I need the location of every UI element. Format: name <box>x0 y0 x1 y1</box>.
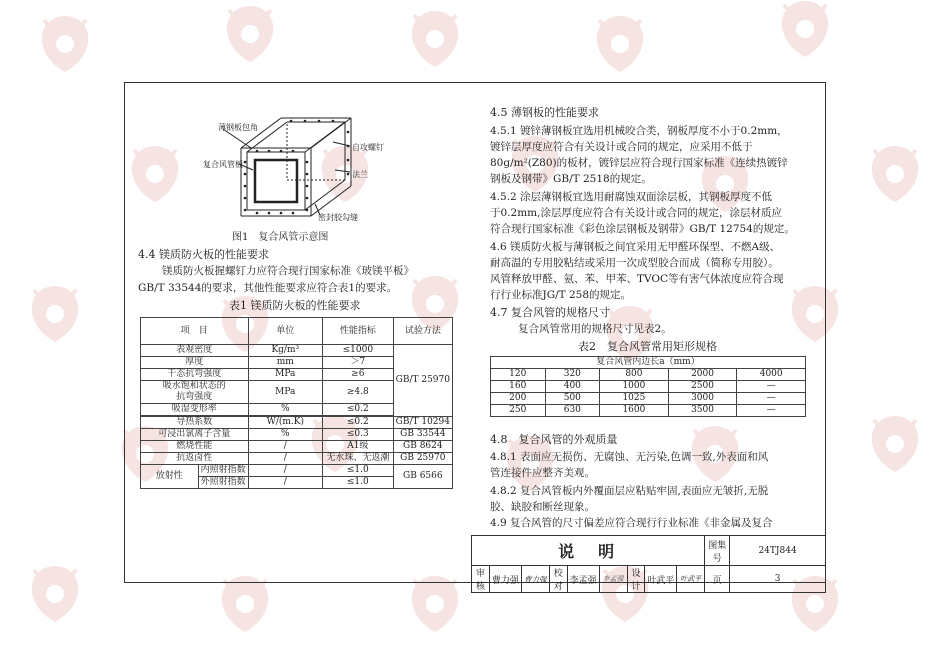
table1-header: 性能指标 <box>322 318 393 345</box>
table1-cell: 放射性 <box>141 465 199 489</box>
table1-cell: A1级 <box>322 441 393 453</box>
reviewer-signature: 曹力强 <box>521 566 549 593</box>
section-4-8-1: 管连接件应整齐美观。 <box>490 467 595 479</box>
section-4-5-2: 4.5.2 涂层薄钢板宜选用耐腐蚀双面涂层板，其钢板厚度不低 <box>490 191 773 203</box>
table2-cell: 1025 <box>600 393 669 405</box>
figure-caption: 图1 复合风管示意图 <box>232 232 329 243</box>
table1-cell: ≤1.0 <box>322 477 393 489</box>
table2-cell: 500 <box>545 393 600 405</box>
table1-cell: 可浸出氯离子含量 <box>141 429 249 441</box>
table1-cell: 厚度 <box>141 357 249 369</box>
section-4-4-para: GB/T 33544的要求，其他性能要求应符合表1的要求。 <box>138 282 398 294</box>
table1-cell: % <box>248 404 322 416</box>
table1-title: 表1 镁质防火板的性能要求 <box>229 299 361 312</box>
table2-cell: — <box>737 405 806 417</box>
table2-title: 表2 复合风管常用矩形规格 <box>578 340 717 353</box>
section-4-6: 4.6 镁质防火板与薄钢板之间宜采用无甲醛环保型、不燃A级、 <box>490 241 781 253</box>
table1-cell: % <box>248 429 322 441</box>
table2-cell: 250 <box>491 405 546 417</box>
figure-label-flange: 法兰 <box>352 170 368 179</box>
design-label: 设计 <box>627 566 645 593</box>
table2-cell: 200 <box>491 393 546 405</box>
section-4-5-2: 符合现行国家标准《彩色涂层钢板及钢带》GB/T 12754的规定。 <box>490 223 795 235</box>
section-4-9: 4.9 复合风管的尺寸偏差应符合现行行业标准《非金属及复合 <box>490 517 773 529</box>
section-4-5-title: 4.5 薄钢板的性能要求 <box>490 106 599 119</box>
table1-cell: 抗返卤性 <box>141 453 249 465</box>
table1-cell: ≤1000 <box>322 345 393 357</box>
table2-cell: — <box>737 381 806 393</box>
table2-cell: 800 <box>600 369 669 381</box>
table1-cell: ≤0.2 <box>322 417 393 429</box>
check-label: 校对 <box>549 566 567 593</box>
table1-header: 单位 <box>248 318 322 345</box>
table2-header: 复合风管内边长a（mm） <box>491 357 806 369</box>
figure-label-steel-corner: 薄钢板包角 <box>218 123 258 132</box>
figure-label-screw: 自攻螺钉 <box>352 143 384 152</box>
section-4-7-title: 4.7 复合风管的规格尺寸 <box>490 306 610 319</box>
section-4-5-1: 钢板及钢带》GB/T 2518的规定。 <box>490 173 652 185</box>
section-4-5-1: 4.5.1 镀锌薄钢板宜选用机械咬合类，钢板厚度不小于0.2mm， <box>490 125 788 137</box>
table2-cell: 3500 <box>668 405 737 417</box>
table1-cell: 内照射指数 <box>198 465 248 477</box>
table2-cell: 1000 <box>600 381 669 393</box>
table2-cell: — <box>737 393 806 405</box>
table1-cell: / <box>248 477 322 489</box>
designer-signature: 叶武平 <box>677 566 705 593</box>
table2-cell: 120 <box>491 369 546 381</box>
table2-cell: 2000 <box>668 369 737 381</box>
table1-cell: 干态抗弯强度 <box>141 369 249 381</box>
section-4-4-para: 镁质防火板握螺钉力应符合现行国家标准《玻镁平板》 <box>162 265 414 277</box>
table1-cell: ≤0.2 <box>322 404 393 416</box>
watermark-logo <box>770 0 840 65</box>
watermark-logo <box>30 10 100 80</box>
table2-cell: 3000 <box>668 393 737 405</box>
table2-cell: 630 <box>545 405 600 417</box>
figure-label-composite-board: 复合风管板 <box>203 160 243 169</box>
table1-cell: 吸水饱和状态的抗弯强度 <box>141 381 249 404</box>
watermark-logo <box>215 0 285 70</box>
checker-signature: 李孟强 <box>599 566 627 593</box>
table1-cell: ＞7 <box>322 357 393 369</box>
section-4-8-1: 4.8.1 表面应无损伤、无腐蚀、无污染,色调一致,外表面和风 <box>490 451 769 463</box>
table2 <box>490 356 806 417</box>
table1-cell: 吸湿变形率 <box>141 404 249 416</box>
watermark-logo <box>20 560 90 630</box>
table1-cell: GB 33544 <box>393 429 452 441</box>
table1-cell: MPa <box>248 381 322 404</box>
section-4-7-para: 复合风管常用的规格尺寸见表2。 <box>518 323 672 335</box>
section-4-8-title: 4.8 复合风管的外观质量 <box>490 433 618 446</box>
section-4-6: 行行业标准JG/T 258的规定。 <box>490 289 632 301</box>
table1-cell: 燃烧性能 <box>141 441 249 453</box>
table1-cell: / <box>248 465 322 477</box>
table1-cell: ≤0.3 <box>322 429 393 441</box>
table1-cell: GB 6566 <box>393 465 452 489</box>
section-4-5-1: 80g/m²(Z80)的板材，镀锌层应符合现行国家标准《连续热镀锌 <box>490 157 788 169</box>
table1-cell: / <box>248 441 322 453</box>
designer-name: 叶武平 <box>645 566 677 593</box>
table1-cell: ≥6 <box>322 369 393 381</box>
watermark-logo <box>585 10 655 80</box>
page-label: 页 <box>705 566 730 593</box>
table1-cell: 外照射指数 <box>198 477 248 489</box>
table1-cell: Kg/m³ <box>248 345 322 357</box>
table2-cell: 400 <box>545 381 600 393</box>
table1-cell: 导热系数 <box>141 417 249 429</box>
checker-name: 李孟强 <box>567 566 599 593</box>
table1-cell: GB/T 10294 <box>393 417 452 429</box>
figure-label-sealant: 密封胶勾缝 <box>318 213 358 222</box>
table1-cell: / <box>248 453 322 465</box>
table1-header: 试验方法 <box>393 318 452 345</box>
table1-cell: ≥4.8 <box>322 381 393 404</box>
table1-cell: GB 25970 <box>393 453 452 465</box>
table2-cell: 160 <box>491 381 546 393</box>
watermark-logo <box>400 5 470 75</box>
title-block <box>471 535 826 593</box>
page-number: 3 <box>730 566 826 593</box>
section-4-4-title: 4.4 镁质防火板的性能要求 <box>138 248 269 261</box>
table2-cell: 1600 <box>600 405 669 417</box>
table2-cell: 2500 <box>668 381 737 393</box>
section-4-6: 风管释放甲醛、氨、苯、甲苯、TVOC等有害气体浓度应符合现 <box>490 273 784 285</box>
watermark-logo <box>860 140 930 210</box>
section-4-6: 耐高温的专用胶粘结或采用一次成型胶合而成（简称专用胶）。 <box>490 257 779 269</box>
section-4-5-1: 镀锌层厚度应符合有关设计或合同的规定，应采用不低于 <box>490 141 753 153</box>
table1-cell: 表观密度 <box>141 345 249 357</box>
table1-cell: GB 8624 <box>393 441 452 453</box>
section-4-8-2: 4.8.2 复合风管板内外覆面层应粘贴牢固,表面应无皱折,无脱 <box>490 485 769 497</box>
table2-cell: 4000 <box>737 369 806 381</box>
review-label: 审核 <box>472 566 490 593</box>
table1-cell: mm <box>248 357 322 369</box>
table1-cell: W/(m.K) <box>248 417 322 429</box>
table1-header: 项 目 <box>141 318 249 345</box>
table1 <box>140 317 453 489</box>
watermark-logo <box>20 280 90 350</box>
atlas-number: 24TJ844 <box>730 536 826 566</box>
table2-cell: 320 <box>545 369 600 381</box>
section-4-8-2: 胶、缺胶和断丝现象。 <box>490 501 595 513</box>
table1-cell: 无水珠、无返潮 <box>322 453 393 465</box>
reviewer-name: 曹力强 <box>489 566 521 593</box>
title-block-title: 说 明 <box>472 536 705 566</box>
table1-cell: ≤1.0 <box>322 465 393 477</box>
section-4-5-2: 于0.2mm,涂层厚度应符合有关设计或合同的规定，涂层材质应 <box>490 207 782 219</box>
watermark-logo <box>860 410 930 480</box>
table1-cell: GB/T 25970 <box>393 345 452 417</box>
table1-cell: MPa <box>248 369 322 381</box>
atlas-label: 图集号 <box>705 536 730 566</box>
